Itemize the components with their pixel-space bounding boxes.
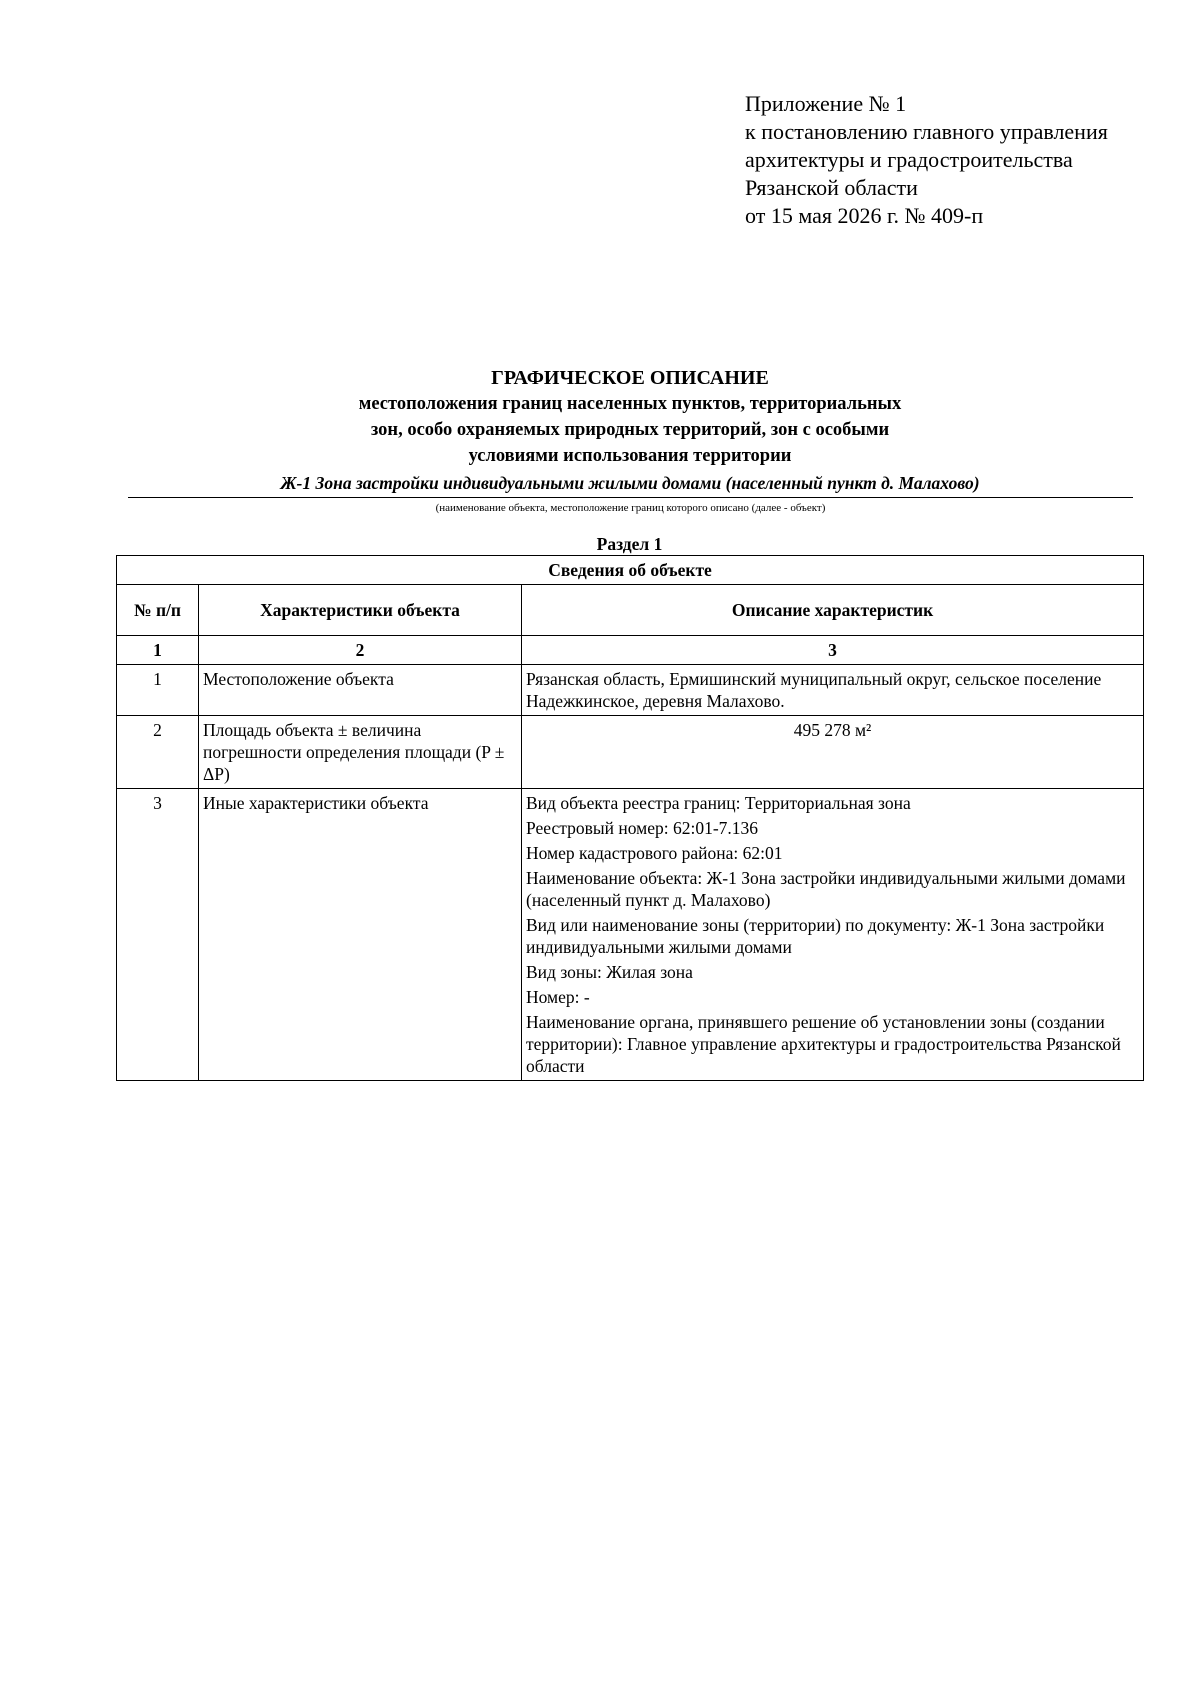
- row-description: [522, 716, 1144, 789]
- column-number: 3: [522, 636, 1144, 665]
- document-subtitle: [120, 391, 1140, 469]
- subtitle-line: зон, особо охраняемых природных территорий, зон с особыми: [370, 420, 890, 440]
- appendix-line: от 15 мая 2026 г. № 409-п: [745, 203, 984, 228]
- description-line: Реестровый номер: 62:01-7.136: [526, 818, 759, 838]
- table-row: [117, 789, 1144, 1081]
- column-number: 1: [117, 636, 199, 665]
- row-description: [522, 789, 1144, 1081]
- column-header-characteristic: Характеристики объекта: [199, 585, 522, 636]
- object-info-table: [116, 555, 1144, 1081]
- document-title: ГРАФИЧЕСКОЕ ОПИСАНИЕ: [491, 367, 769, 389]
- description-line: 495 278 м²: [793, 720, 872, 740]
- table-row: [117, 716, 1144, 789]
- row-description: [522, 665, 1144, 716]
- description-line: Вид объекта реестра границ: Территориальная зона: [526, 793, 911, 813]
- description-line: Наименование органа, принявшего решение об установлении зоны (создании территории): Главное управление архитектуры и градостроительства Рязанской области: [526, 1012, 1121, 1076]
- row-number: 2: [117, 716, 199, 789]
- subtitle-line: условиями использования территории: [468, 446, 792, 466]
- object-name-underline: [128, 497, 1133, 498]
- table-caption: Сведения об объекте: [117, 556, 1144, 585]
- description-line: Рязанская область, Ермишинский муниципальный округ, сельское поселение Надежкинское, деревня Малахово.: [526, 669, 1102, 711]
- description-line: Вид зоны: Жилая зона: [526, 962, 693, 982]
- description-line: Наименование объекта: Ж-1 Зона застройки индивидуальными жилыми домами (населенный пункт д. Малахово): [526, 868, 1126, 910]
- description-line: Номер: -: [526, 987, 590, 1007]
- row-characteristic: Площадь объекта ± величина погрешности определения площади (P ± ΔP): [199, 716, 522, 789]
- column-header-description: Описание характеристик: [522, 585, 1144, 636]
- column-header-number: № п/п: [117, 585, 199, 636]
- subtitle-line: местоположения границ населенных пунктов, территориальных: [358, 394, 902, 414]
- section-title: Раздел 1: [596, 534, 663, 554]
- description-line: Вид или наименование зоны (территории) по документу: Ж-1 Зона застройки индивидуальными жилыми домами: [526, 915, 1105, 957]
- row-number: 1: [117, 665, 199, 716]
- object-caption: (наименование объекта, местоположение границ которого описано (далее - объект): [435, 502, 826, 514]
- appendix-line: к постановлению главного управления: [745, 119, 1108, 144]
- description-line: Номер кадастрового района: 62:01: [526, 843, 783, 863]
- object-name: Ж-1 Зона застройки индивидуальными жилыми домами (населенный пункт д. Малахово): [280, 473, 980, 493]
- row-characteristic: Местоположение объекта: [199, 665, 522, 716]
- appendix-line: архитектуры и градостроительства: [745, 147, 1073, 172]
- appendix-line: Рязанской области: [745, 175, 918, 200]
- document-header: [120, 365, 1140, 495]
- column-number: 2: [199, 636, 522, 665]
- table-row: [117, 665, 1144, 716]
- row-characteristic: Иные характеристики объекта: [199, 789, 522, 1081]
- appendix-block: [745, 90, 1108, 230]
- appendix-line: Приложение № 1: [745, 91, 907, 116]
- row-number: 3: [117, 789, 199, 1081]
